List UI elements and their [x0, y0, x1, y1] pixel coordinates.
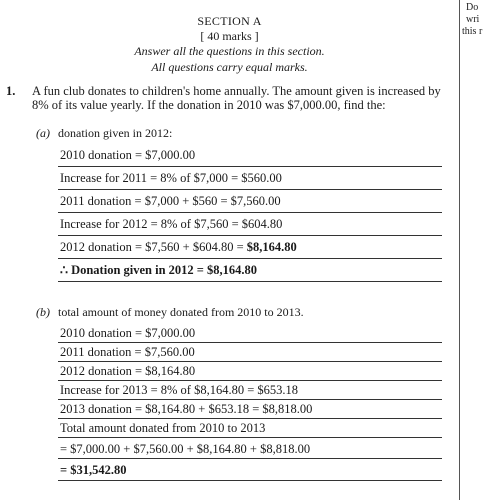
answer-rule: [58, 418, 442, 419]
margin-divider: [459, 0, 460, 500]
part-b-heading: [36, 305, 304, 320]
part-b-line-7: = $7,000.00 + $7,560.00 + $8,164.80 + $8,818.00: [60, 442, 311, 456]
part-a-line-3: 2011 donation = $7,000 + $560 = $7,560.00: [60, 194, 281, 208]
part-a-line-5-result: $8,164.80: [246, 240, 297, 254]
part-a-heading: [36, 126, 172, 141]
answer-rule: [58, 258, 442, 259]
answer-rule: [58, 361, 442, 362]
section-marks: [ 40 marks ]: [200, 29, 259, 43]
question-text: A fun club donates to children's home annually. The amount given is increased by 8% of its value yearly. If the donation in 2010 was $7,000.00, find the:: [32, 84, 441, 112]
part-b-prompt: total amount of money donated from 2010 to 2013.: [58, 305, 304, 319]
answer-rule: [58, 235, 442, 236]
part-a-prompt: donation given in 2012:: [58, 126, 173, 140]
answer-rule: [58, 380, 442, 381]
part-a-line-1: 2010 donation = $7,000.00: [60, 148, 196, 162]
answer-rule: [58, 189, 442, 190]
part-b-line-5: 2013 donation = $8,164.80 + $653.18 = $8,818.00: [60, 402, 313, 416]
answer-rule: [58, 342, 442, 343]
answer-rule: [58, 281, 442, 282]
part-b-line-2: 2011 donation = $7,560.00: [60, 345, 195, 359]
margin-note-2: wri: [466, 14, 480, 25]
part-b-total: = $31,542.80: [60, 463, 127, 477]
part-a-line-2: Increase for 2011 = 8% of $7,000 = $560.00: [60, 171, 282, 185]
margin-note-3: this r: [462, 26, 483, 37]
question-number: 1.: [6, 84, 16, 98]
instruction-answer-all: Answer all the questions in this section.: [134, 44, 325, 58]
part-b-line-4: Increase for 2013 = 8% of $8,164.80 = $653.18: [60, 383, 299, 397]
part-b-line-6: Total amount donated from 2010 to 2013: [60, 421, 266, 435]
answer-rule: [58, 166, 442, 167]
margin-note-1: Do: [466, 2, 479, 13]
part-a-line-4: Increase for 2012 = 8% of $7,560 = $604.80: [60, 217, 283, 231]
part-b-label: (b): [36, 305, 50, 319]
section-title: SECTION A: [197, 14, 262, 28]
part-a-line-5-text: 2012 donation = $7,560 + $604.80 =: [60, 240, 247, 254]
part-a-label: (a): [36, 126, 50, 140]
answer-rule: [58, 399, 442, 400]
part-a-conclusion: ∴ Donation given in 2012 = $8,164.80: [60, 263, 258, 277]
answer-rule: [58, 458, 442, 459]
part-b-line-1: 2010 donation = $7,000.00: [60, 326, 196, 340]
instruction-equal-marks: All questions carry equal marks.: [151, 60, 308, 74]
answer-rule: [58, 480, 442, 481]
answer-rule: [58, 212, 442, 213]
part-a-line-5: [60, 240, 297, 254]
part-b-line-3: 2012 donation = $8,164.80: [60, 364, 196, 378]
answer-rule: [58, 437, 442, 438]
